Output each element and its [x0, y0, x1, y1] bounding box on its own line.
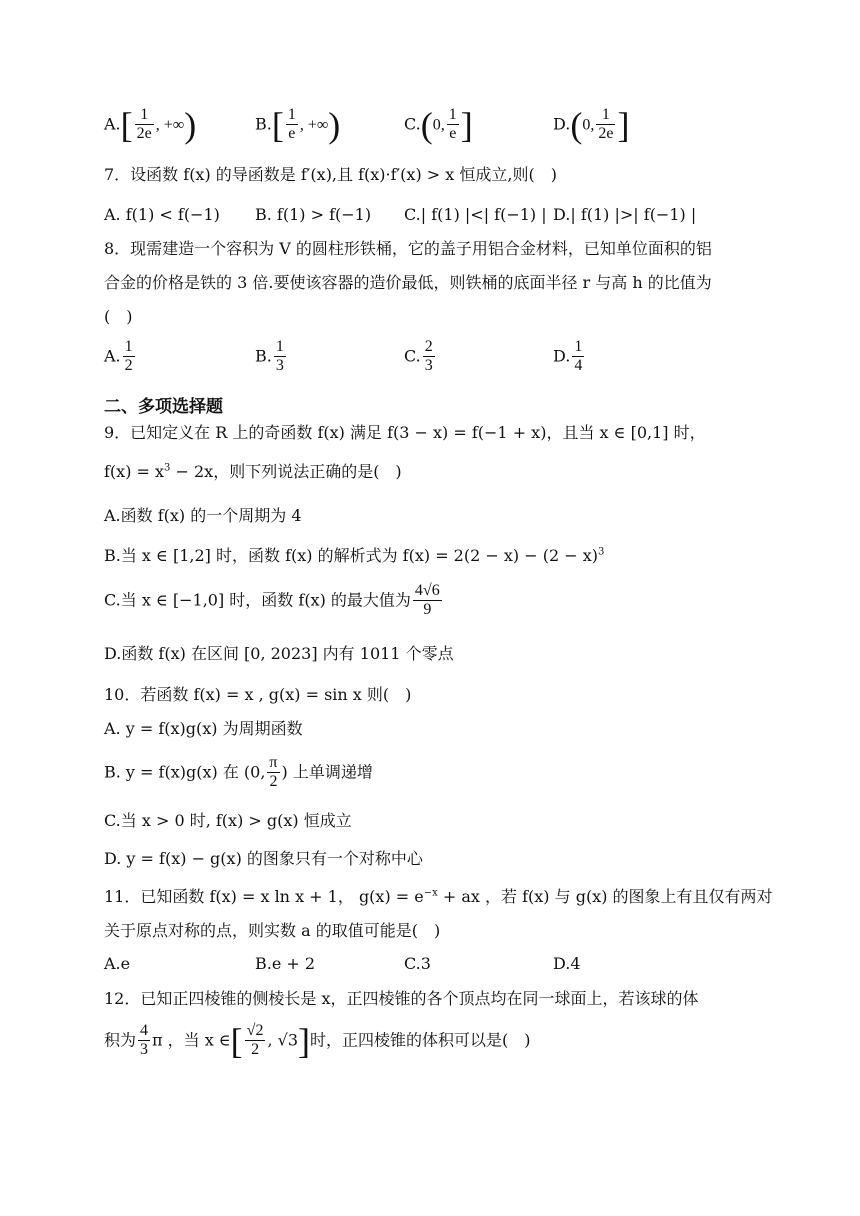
section-heading: 二、多项选择题: [104, 397, 223, 416]
q10-option-a[interactable]: A. y = f(x)g(x) 为周期函数: [104, 719, 303, 738]
fraction: $\frac{2}{3}$: [424, 338, 433, 375]
q9-option-b[interactable]: B.当 x ∈ [1,2] 时，函数 f(x) 的解析式为 $f(x) = 2(2 - x) - (2 - x)^3$: [104, 546, 605, 565]
q11-stem-line-2: 关于原点对称的点，则实数 a 的取值可能是( ): [104, 921, 441, 940]
q10-option-b[interactable]: B. y = f(x)g(x) 在 (0, $\frac{\pi}{2}$ ) 上单调递增: [104, 754, 373, 791]
q8-option-d[interactable]: D. $\frac{1}{4}$: [553, 338, 583, 375]
q8-stem-line-3: ( ): [104, 307, 133, 326]
q7-option-d[interactable]: D.| f(1) |>| f(−1) |: [553, 205, 697, 224]
q11-stem-line-1: 11．已知函数 f(x) = x ln x + 1， $g(x) = e^{-x}$ + ax ，若 f(x) 与 g(x) 的图象上有且仅有两对: [104, 887, 773, 906]
q11-option-a[interactable]: A.e: [104, 954, 131, 973]
q9-stem-line-1: 9．已知定义在 R 上的奇函数 f(x) 满足 f(3 − x) = f(−1 + x)，且当 x ∈ [0,1] 时，: [104, 423, 706, 442]
fraction: $\frac{1}{e}$: [448, 106, 457, 143]
q11-option-b[interactable]: B.e + 2: [255, 954, 316, 973]
fraction: $\frac{1}{2}$: [124, 338, 133, 375]
q9-stem-line-2: $f(x) = x^3 - 2x$，则下列说法正确的是( ): [104, 462, 402, 481]
q10-stem: 10．若函数 f(x) = x , g(x) = sin x 则( ): [104, 685, 412, 704]
fraction: $\frac{1}{2e}$: [598, 106, 614, 143]
q12-stem-line-2: 积为 $\frac{4}{3}$ π ，当 x ∈[ $\frac{√2}{2}$ , √3]时，正四棱锥的体积可以是( ): [104, 1020, 531, 1061]
bracket-right: ]: [298, 1020, 310, 1061]
bracket-left: [: [120, 104, 133, 145]
q11-option-c[interactable]: C.3: [404, 954, 431, 973]
q8-option-a[interactable]: A. $\frac{1}{2}$: [104, 338, 133, 375]
fraction: $\frac{1}{4}$: [574, 338, 583, 375]
q8-stem-line-2: 合金的价格是铁的 3 倍.要使该容器的造价最低，则铁桶的底面半径 r 与高 h 的比值为: [104, 273, 712, 292]
q10-option-d[interactable]: D. y = f(x) − g(x) 的图象只有一个对称中心: [104, 849, 423, 868]
q7-option-a[interactable]: A. f(1) < f(−1): [104, 205, 220, 224]
q11-option-d[interactable]: D.4: [553, 954, 581, 973]
q8-option-c[interactable]: C. $\frac{2}{3}$: [404, 338, 433, 375]
fraction: $\frac{4}{3}$: [140, 1022, 149, 1059]
q7-stem: 7．设函数 f(x) 的导函数是 f′(x),且 f(x)·f′(x) > x 恒成立,则( ): [104, 165, 557, 184]
fraction: $\frac{1}{e}$: [287, 106, 296, 143]
q8-stem-line-1: 8．现需建造一个容积为 V 的圆柱形铁桶，它的盖子用铝合金材料，已知单位面积的铝: [104, 239, 712, 258]
q10-option-c[interactable]: C.当 x > 0 时, f(x) > g(x) 恒成立: [104, 811, 352, 830]
q8-option-b[interactable]: B. $\frac{1}{3}$: [255, 338, 284, 375]
fraction: $\frac{\pi}{2}$: [269, 754, 278, 791]
paren-right: ): [184, 104, 197, 145]
fraction: $\frac{1}{2e}$: [136, 106, 152, 143]
q9-option-c[interactable]: C.当 x ∈ [−1,0] 时，函数 f(x) 的最大值为 $\frac{4√6}{9}$: [104, 582, 440, 619]
q7-option-b[interactable]: B. f(1) > f(−1): [255, 205, 372, 224]
q6-option-d[interactable]: D.(0, $\frac{1}{2e}$ ]: [553, 104, 630, 145]
fraction: $\frac{4√6}{9}$: [414, 582, 440, 619]
bracket-left: [: [230, 1020, 243, 1061]
fraction: $\frac{√2}{2}$: [246, 1022, 264, 1059]
q6-option-c[interactable]: C.(0, $\frac{1}{e}$ ]: [404, 104, 473, 145]
q6-option-b[interactable]: B.[ $\frac{1}{e}$ , +∞): [255, 104, 341, 145]
q7-option-c[interactable]: C.| f(1) |<| f(−1) |: [404, 205, 547, 224]
q9-option-a[interactable]: A.函数 f(x) 的一个周期为 4: [104, 506, 302, 525]
q6-option-a[interactable]: A.[ $\frac{1}{2e}$ , +∞): [104, 104, 197, 145]
q12-stem-line-1: 12．已知正四棱锥的侧棱长是 x，正四棱锥的各个顶点均在同一球面上，若该球的体: [104, 989, 699, 1008]
q9-option-d[interactable]: D.函数 f(x) 在区间 [0, 2023] 内有 1011 个零点: [104, 644, 454, 663]
fraction: $\frac{1}{3}$: [275, 338, 284, 375]
